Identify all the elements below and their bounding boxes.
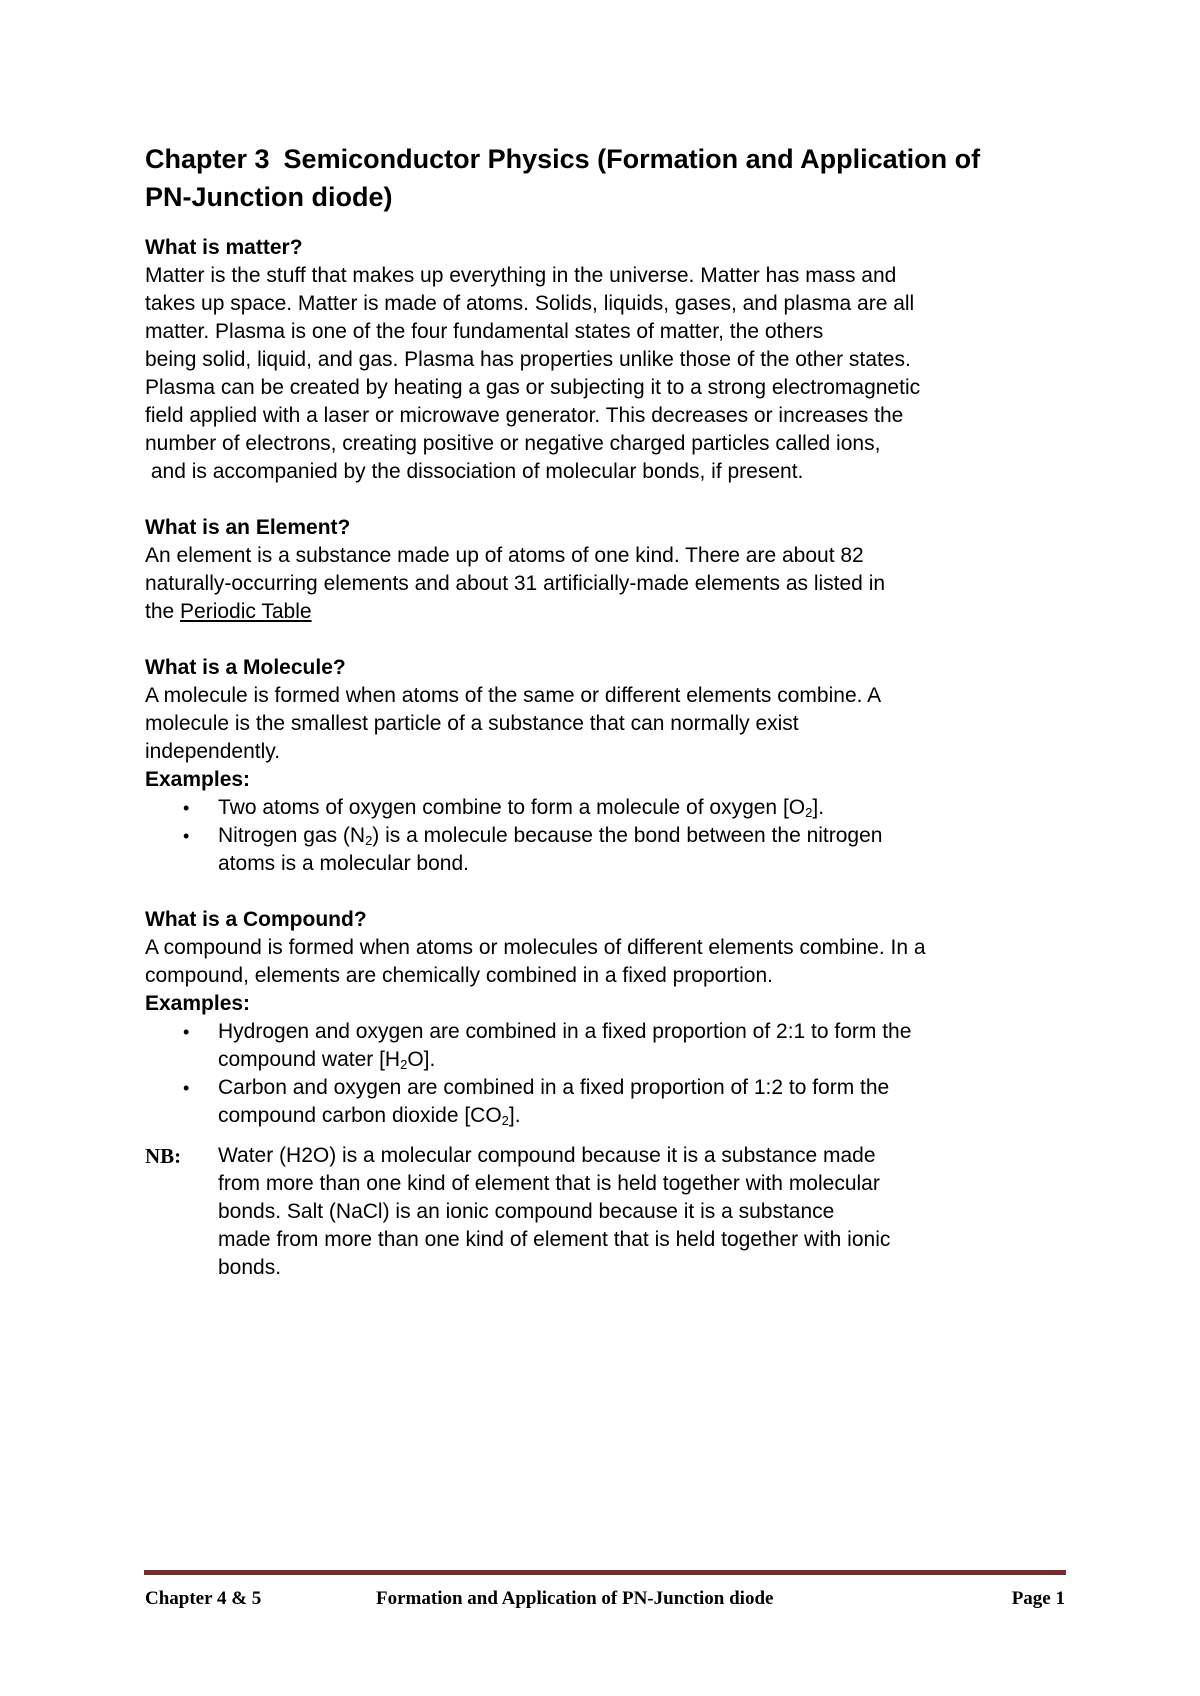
text-line: bonds. bbox=[218, 1256, 282, 1279]
section-molecule bbox=[145, 654, 1070, 878]
text-line bbox=[145, 598, 1070, 626]
section-heading: What is matter? bbox=[145, 236, 303, 259]
section-matter bbox=[145, 234, 1070, 486]
periodic-table-link[interactable]: Periodic Table bbox=[180, 600, 312, 623]
subscript: 2 bbox=[805, 805, 813, 820]
text-fragment: Two atoms of oxygen combine to form a molecule of oxygen [O bbox=[218, 796, 806, 819]
text-line: Plasma can be created by heating a gas or subjecting it to a strong electromagnetic bbox=[145, 376, 921, 399]
text-line: takes up space. Matter is made of atoms. Solids, liquids, gases, and plasma are all bbox=[145, 292, 915, 315]
text-line bbox=[218, 1046, 1070, 1074]
text-line: Water (H2O) is a molecular compound because it is a substance made bbox=[218, 1144, 876, 1167]
text-line: made from more than one kind of element that is held together with ionic bbox=[218, 1228, 891, 1251]
text-line: A compound is formed when atoms or molecules of different elements combine. In a bbox=[145, 936, 926, 959]
text-line bbox=[218, 794, 1070, 822]
section-paragraph bbox=[145, 934, 1070, 990]
section-element bbox=[145, 514, 1070, 626]
chapter-number: Chapter 3 bbox=[145, 144, 270, 174]
examples-label: Examples: bbox=[145, 768, 251, 791]
text-line: field applied with a laser or microwave generator. This decreases or increases the bbox=[145, 404, 904, 427]
list-item bbox=[145, 822, 1070, 878]
text-line: Carbon and oxygen are combined in a fixed proportion of 1:2 to form the bbox=[218, 1076, 890, 1099]
text-line: atoms is a molecular bond. bbox=[218, 852, 469, 875]
list-item bbox=[145, 1074, 1070, 1130]
text-fragment: compound carbon dioxide [CO bbox=[218, 1104, 502, 1127]
page-footer bbox=[145, 1588, 1065, 1618]
text-fragment: the bbox=[145, 600, 181, 623]
chapter-title bbox=[145, 140, 1070, 216]
footer-rule bbox=[144, 1570, 1066, 1575]
text-line: being solid, liquid, and gas. Plasma has properties unlike those of the other states. bbox=[145, 348, 911, 371]
text-fragment: compound water [H bbox=[218, 1048, 401, 1071]
section-paragraph bbox=[145, 682, 1070, 766]
subscript: 2 bbox=[501, 1113, 509, 1128]
section-heading: What is an Element? bbox=[145, 516, 351, 539]
text-line: naturally-occurring elements and about 31 artificially-made elements as listed in bbox=[145, 572, 886, 595]
text-line: A molecule is formed when atoms of the same or different elements combine. A bbox=[145, 684, 882, 707]
examples-list bbox=[145, 794, 1070, 878]
bullet-icon: • bbox=[183, 798, 190, 818]
text-line bbox=[218, 1102, 1070, 1130]
bullet-icon: • bbox=[183, 1022, 190, 1042]
section-paragraph bbox=[145, 542, 1070, 626]
subscript: 2 bbox=[400, 1057, 408, 1072]
text-line: number of electrons, creating positive or negative charged particles called ions, bbox=[145, 432, 881, 455]
section-heading: What is a Compound? bbox=[145, 908, 367, 931]
chapter-title-line1: Semiconductor Physics (Formation and Application of bbox=[283, 144, 981, 174]
footer-page-number: Page 1 bbox=[1011, 1588, 1065, 1609]
text-fragment: ]. bbox=[812, 796, 825, 819]
nb-note bbox=[145, 1142, 1070, 1282]
text-fragment: O]. bbox=[407, 1048, 436, 1071]
nb-label: NB: bbox=[145, 1144, 182, 1168]
subscript: 2 bbox=[365, 833, 373, 848]
text-line: molecule is the smallest particle of a substance that can normally exist bbox=[145, 712, 799, 735]
text-line: from more than one kind of element that is held together with molecular bbox=[218, 1172, 880, 1195]
examples-list bbox=[145, 1018, 1070, 1130]
page-content bbox=[145, 140, 1070, 1282]
text-line: An element is a substance made up of atoms of one kind. There are about 82 bbox=[145, 544, 864, 567]
text-line: independently. bbox=[145, 740, 281, 763]
section-heading: What is a Molecule? bbox=[145, 656, 346, 679]
footer-chapter: Chapter 4 & 5 bbox=[145, 1588, 262, 1609]
text-fragment: ) is a molecule because the bond between the nitrogen bbox=[372, 824, 883, 847]
bullet-icon: • bbox=[183, 1078, 190, 1098]
text-line: Hydrogen and oxygen are combined in a fixed proportion of 2:1 to form the bbox=[218, 1020, 912, 1043]
text-line: and is accompanied by the dissociation of molecular bonds, if present. bbox=[145, 460, 804, 483]
list-item bbox=[145, 1018, 1070, 1074]
section-paragraph bbox=[145, 262, 1070, 486]
text-line: bonds. Salt (NaCl) is an ionic compound because it is a substance bbox=[218, 1200, 835, 1223]
section-compound bbox=[145, 906, 1070, 1130]
text-line bbox=[218, 822, 1070, 850]
text-line: compound, elements are chemically combined in a fixed proportion. bbox=[145, 964, 774, 987]
text-fragment: ]. bbox=[508, 1104, 521, 1127]
text-line: Matter is the stuff that makes up everything in the universe. Matter has mass and bbox=[145, 264, 897, 287]
chapter-title-line2: PN-Junction diode) bbox=[145, 182, 393, 212]
list-item bbox=[145, 794, 1070, 822]
footer-title: Formation and Application of PN-Junction diode bbox=[376, 1588, 774, 1609]
examples-label: Examples: bbox=[145, 992, 251, 1015]
bullet-icon: • bbox=[183, 826, 190, 846]
text-fragment: Nitrogen gas (N bbox=[218, 824, 366, 847]
text-line: matter. Plasma is one of the four fundamental states of matter, the others bbox=[145, 320, 824, 343]
